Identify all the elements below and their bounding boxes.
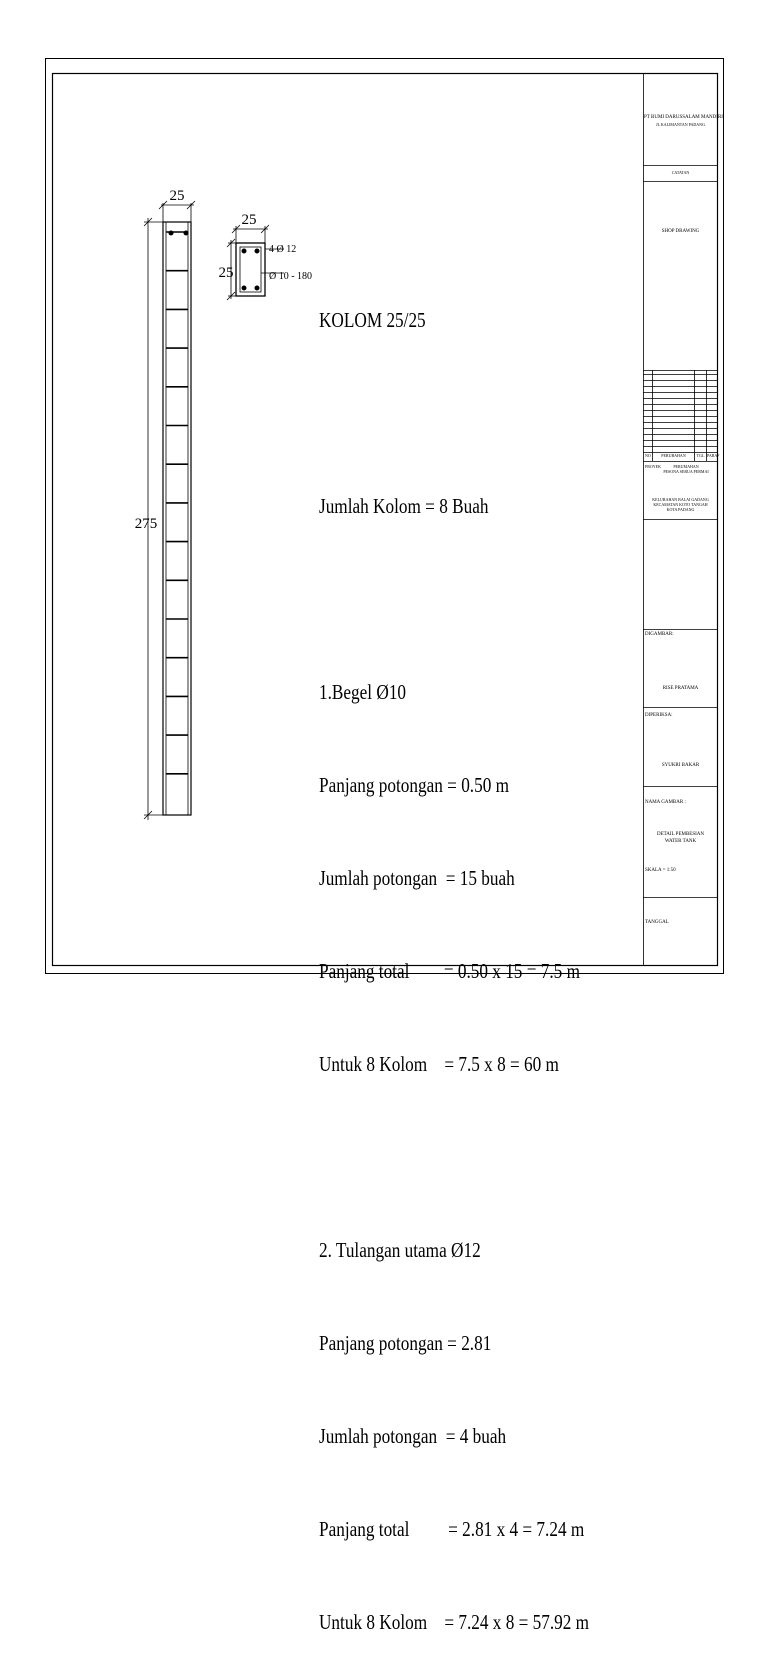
notes-main-header: 2. Tulangan utama Ø12 [319,1238,481,1262]
tb-col-revision: PERUBAHAN [661,453,686,458]
elevation-width-label: 25 [169,188,185,204]
tb-checked-name: SYUKRI BAKAR [661,763,700,768]
notes-begel-for8: Untuk 8 Kolom = 7.5 x 8 = 60 m [319,1052,559,1076]
notes-main-total: Panjang total = 2.81 x 4 = 7.24 m [319,1517,585,1541]
tb-drawing-name-label: NAMA GAMBAR : [645,800,686,805]
elevation-height-label: 275 [134,516,158,532]
column-elevation [163,222,191,815]
tb-notes-label: CATATAN [671,170,690,175]
tb-col-sign: PARAF [707,453,720,458]
column-notes [319,243,589,1669]
tb-project-name2: PESONA SERUA PERMAI [663,469,709,474]
tb-drawing-name-2: WATER TANK [664,839,697,844]
notes-begel-cut-length: Panjang potongan = 0.50 m [319,773,510,797]
tb-checked-label: DIPERIKSA: [645,713,673,718]
section-dimensions [227,225,269,300]
tb-company: PT BUMI DARUSSALAM MANDIRI [644,115,723,120]
tb-drawn-name: RISE PRATAMA [662,686,699,691]
notes-main-cut-length: Panjang potongan = 2.81 [319,1331,492,1355]
notes-main-cut-count: Jumlah potongan = 4 buah [319,1424,507,1448]
notes-main-for8: Untuk 8 Kolom = 7.24 x 8 = 57.92 m [319,1610,590,1634]
tb-project-name: PERUMAHAN [673,464,699,469]
section-height-label: 25 [218,265,234,281]
tb-drawing-type: SHOP DRAWING [661,229,700,234]
notes-column-count: Jumlah Kolom = 8 Buah [319,494,489,518]
tb-drawn-label: DIGAMBAR: [645,632,674,637]
tb-col-date: TGL [696,453,705,458]
notes-begel-total: Panjang total = 0.50 x 15 = 7.5 m [319,959,580,983]
stirrup-lines [166,232,188,774]
tb-col-no: NO [645,453,651,458]
section-width-label: 25 [241,212,257,228]
rebar-label: 4 Ø 12 [269,244,297,255]
tb-scale: SKALA = 1:50 [645,868,676,873]
tb-drawing-name-1: DETAIL PEMBESIAN [656,832,705,837]
tb-date-label: TANGGAL [645,920,669,925]
tb-location-2: KECAMATAN KOTO TANGAH [653,502,708,507]
tb-location-1: KELURAHAN BALAI GADANG [652,497,709,502]
notes-title: KOLOM 25/25 [319,308,426,332]
tb-project-label: PROYEK [645,464,662,469]
notes-begel-header: 1.Begel Ø10 [319,680,407,704]
notes-begel-cut-count: Jumlah potongan = 15 buah [319,866,515,890]
tb-company-sub: JL KALIMANTAN PADANG [656,122,705,127]
stirrup-label: Ø 10 - 180 [269,271,313,282]
elevation-dimensions [144,201,195,820]
tb-location-3: KOTA PADANG [666,507,695,512]
